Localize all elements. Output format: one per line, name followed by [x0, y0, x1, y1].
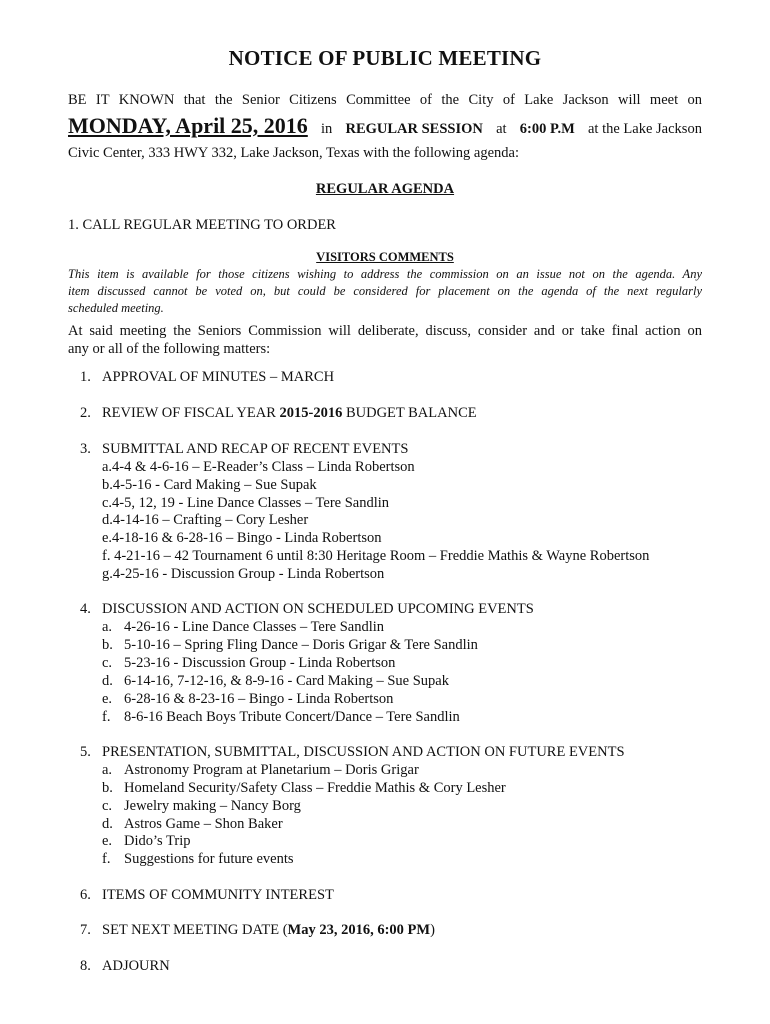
agenda-item-5: 5. PRESENTATION, SUBMITTAL, DISCUSSION AND ACTION ON FUTURE EVENTS	[80, 744, 625, 760]
meeting-date: MONDAY, April 25, 2016	[68, 113, 308, 138]
upcoming-event-a: a. 4-26-16 - Line Dance Classes – Tere Sandlin	[102, 619, 385, 635]
agenda-item-1: 1. APPROVAL OF MINUTES – MARCH	[80, 369, 335, 385]
future-event-b: b. Homeland Security/Safety Class – Freddie Mathis & Cory Lesher	[102, 780, 506, 796]
recent-event-f: f. 4-21-16 – 42 Tournament 6 until 8:30 Heritage Room – Freddie Mathis & Wayne Robertson	[102, 548, 650, 564]
intro-at: at	[496, 121, 507, 137]
upcoming-event-c: c. 5-23-16 - Discussion Group - Linda Robertson	[102, 655, 396, 671]
recent-event-g: g.4-25-16 - Discussion Group - Linda Robertson	[102, 566, 385, 582]
deliberate-line-2: any or all of the following matters:	[68, 341, 271, 357]
future-event-d: d. Astros Game – Shon Baker	[102, 816, 283, 832]
agenda-item-2: 2. REVIEW OF FISCAL YEAR 2015-2016 BUDGET BALANCE	[80, 405, 477, 421]
agenda-item-3: 3. SUBMITTAL AND RECAP OF RECENT EVENTS	[80, 441, 409, 457]
upcoming-event-e: e. 6-28-16 & 8-23-16 – Bingo - Linda Robertson	[102, 691, 394, 707]
upcoming-event-b: b. 5-10-16 – Spring Fling Dance – Doris Grigar & Tere Sandlin	[102, 637, 478, 653]
recent-event-b: b.4-5-16 - Card Making – Sue Supak	[102, 477, 317, 493]
upcoming-event-d: d. 6-14-16, 7-12-16, & 8-9-16 - Card Making – Sue Supak	[102, 673, 449, 689]
recent-event-c: c.4-5, 12, 19 - Line Dance Classes – Tere Sandlin	[102, 495, 390, 511]
recent-event-e: e.4-18-16 & 6-28-16 – Bingo - Linda Robertson	[102, 530, 382, 546]
call-to-order: 1. CALL REGULAR MEETING TO ORDER	[68, 217, 336, 233]
agenda-heading: REGULAR AGENDA	[315, 181, 455, 197]
visitors-text-3: scheduled meeting.	[68, 301, 164, 315]
intro-at-lake: at the Lake Jackson	[588, 121, 702, 137]
future-event-f: f. Suggestions for future events	[102, 851, 294, 867]
deliberate-line-1: At said meeting the Seniors Commission will deliberate, discuss, consider and or take final action on	[68, 323, 702, 339]
upcoming-event-f: f. 8-6-16 Beach Boys Tribute Concert/Dance – Tere Sandlin	[102, 709, 460, 725]
visitors-text-1: This item is available for those citizens wishing to address the commission on an issue not on the agenda. Any	[68, 267, 702, 281]
recent-event-d: d.4-14-16 – Crafting – Cory Lesher	[102, 512, 309, 528]
agenda-item-8: 8. ADJOURN	[80, 958, 170, 974]
agenda-item-4: 4. DISCUSSION AND ACTION ON SCHEDULED UPCOMING EVENTS	[80, 601, 534, 617]
future-event-a: a. Astronomy Program at Planetarium – Doris Grigar	[102, 762, 419, 778]
future-event-e: e. Dido’s Trip	[102, 833, 191, 849]
page-title: NOTICE OF PUBLIC MEETING	[228, 46, 542, 70]
visitors-heading: VISITORS COMMENTS	[316, 250, 454, 264]
recent-event-a: a.4-4 & 4-6-16 – E-Reader’s Class – Linda Robertson	[102, 459, 415, 475]
session-type: REGULAR SESSION	[345, 121, 483, 137]
intro-line-1: BE IT KNOWN that the Senior Citizens Committee of the City of Lake Jackson will meet on	[68, 92, 702, 108]
meeting-time: 6:00 P.M	[519, 121, 575, 137]
visitors-text-2: item discussed cannot be voted on, but could be considered for placement on the agenda of the next regularly	[68, 284, 702, 298]
intro-line-3: Civic Center, 333 HWY 332, Lake Jackson, Texas with the following agenda:	[68, 145, 520, 161]
agenda-item-7: 7. SET NEXT MEETING DATE (May 23, 2016, 6:00 PM)	[80, 922, 435, 938]
future-event-c: c. Jewelry making – Nancy Borg	[102, 798, 301, 814]
agenda-item-6: 6. ITEMS OF COMMUNITY INTEREST	[80, 887, 334, 903]
intro-in: in	[321, 121, 333, 137]
intro-line-2	[68, 113, 702, 139]
